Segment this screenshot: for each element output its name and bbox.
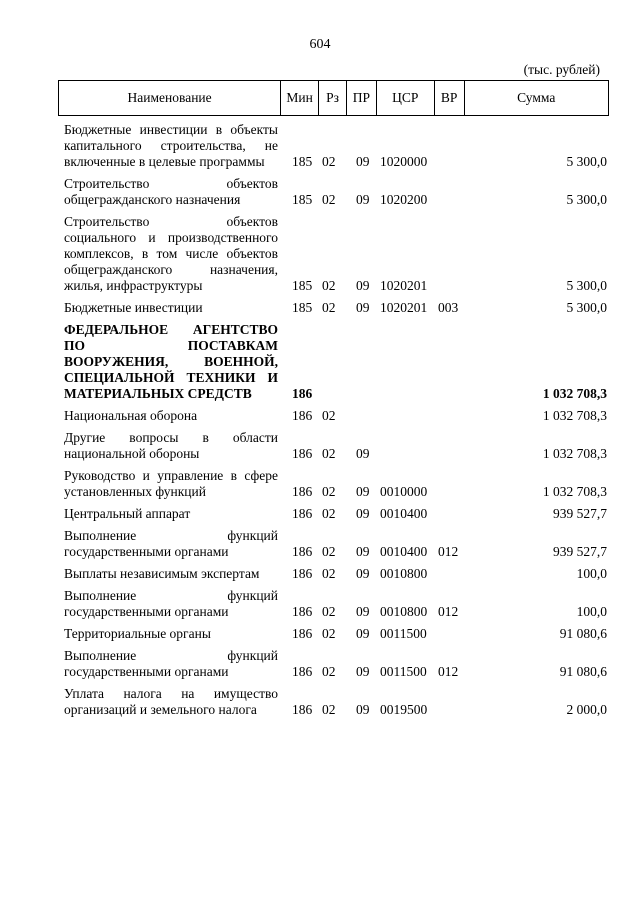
row-sum: 100,0 xyxy=(576,566,607,581)
row-pr: 09 xyxy=(356,604,370,619)
row-pr: 09 xyxy=(356,566,370,581)
row-csr: 1020201 xyxy=(380,278,428,293)
table-row xyxy=(58,176,609,208)
row-sum: 91 080,6 xyxy=(559,626,607,641)
row-min: 186 xyxy=(292,386,313,401)
table-row xyxy=(58,528,609,560)
table-row xyxy=(58,626,609,642)
row-name: Строительство объектов общегражданского назначения xyxy=(64,176,278,207)
row-sum: 5 300,0 xyxy=(566,192,607,207)
row-csr: 1020000 xyxy=(380,154,428,169)
row-pr: 09 xyxy=(356,484,370,499)
row-rz: 02 xyxy=(322,604,336,619)
table-row xyxy=(58,468,609,500)
row-min: 186 xyxy=(292,506,313,521)
row-pr: 09 xyxy=(356,664,370,679)
row-csr: 0011500 xyxy=(380,626,427,641)
table-row xyxy=(58,648,609,680)
row-csr: 1020200 xyxy=(380,192,428,207)
row-name: Выполнение функций государственными органами xyxy=(64,528,278,559)
row-name: Бюджетные инвестиции xyxy=(64,300,203,315)
row-csr: 0010400 xyxy=(380,506,428,521)
row-min: 186 xyxy=(292,702,313,717)
header-name: Наименование xyxy=(127,90,212,105)
row-rz: 02 xyxy=(322,192,336,207)
row-pr: 09 xyxy=(356,506,370,521)
row-min: 185 xyxy=(292,154,313,169)
row-min: 185 xyxy=(292,300,313,315)
table-row xyxy=(58,566,609,582)
row-min: 186 xyxy=(292,446,313,461)
row-sum: 1 032 708,3 xyxy=(542,408,607,423)
row-min: 185 xyxy=(292,192,313,207)
row-csr: 0011500 xyxy=(380,664,427,679)
row-pr: 09 xyxy=(356,446,370,461)
page-number: 604 xyxy=(309,37,331,52)
header-csr: ЦСР xyxy=(376,81,434,115)
row-vr: 012 xyxy=(438,664,459,679)
row-sum: 5 300,0 xyxy=(566,278,607,293)
row-min: 186 xyxy=(292,604,313,619)
row-name: Уплата налога на имущество организаций и земельного налога xyxy=(64,686,278,717)
row-vr: 003 xyxy=(438,300,459,315)
row-sum: 1 032 708,3 xyxy=(542,386,607,401)
table-header xyxy=(58,80,609,116)
row-sum: 5 300,0 xyxy=(566,300,607,315)
row-pr: 09 xyxy=(356,702,370,717)
row-rz: 02 xyxy=(322,566,336,581)
row-csr: 0019500 xyxy=(380,702,428,717)
budget-table xyxy=(58,80,609,718)
row-rz: 02 xyxy=(322,408,336,423)
row-name: Бюджетные инвестиции в объекты капитального строительства, не включенные в целевые программы xyxy=(64,122,278,169)
row-name: Другие вопросы в области национальной обороны xyxy=(64,430,278,461)
row-pr: 09 xyxy=(356,278,370,293)
row-sum: 100,0 xyxy=(576,604,607,619)
row-rz: 02 xyxy=(322,484,336,499)
table-row xyxy=(58,322,609,402)
row-pr: 09 xyxy=(356,192,370,207)
row-name: Территориальные органы xyxy=(64,626,211,641)
table-body xyxy=(58,122,609,718)
table-row xyxy=(58,408,609,424)
table-row xyxy=(58,506,609,522)
row-sum: 91 080,6 xyxy=(559,664,607,679)
row-name: Выплаты независимым экспертам xyxy=(64,566,260,581)
row-pr: 09 xyxy=(356,300,370,315)
row-min: 186 xyxy=(292,566,313,581)
row-name: Национальная оборона xyxy=(64,408,198,423)
header-sum: Сумма xyxy=(464,81,608,115)
row-vr: 012 xyxy=(438,544,459,559)
row-pr: 09 xyxy=(356,626,370,641)
units-label: (тыс. рублей) xyxy=(523,62,600,77)
row-name: Руководство и управление в сфере установленных функций xyxy=(64,468,278,499)
table-row xyxy=(58,686,609,718)
row-pr: 09 xyxy=(356,544,370,559)
row-rz: 02 xyxy=(322,506,336,521)
row-name: Выполнение функций государственными органами xyxy=(64,648,278,679)
row-rz: 02 xyxy=(322,154,336,169)
row-rz: 02 xyxy=(322,446,336,461)
row-min: 186 xyxy=(292,408,313,423)
row-sum: 1 032 708,3 xyxy=(542,446,607,461)
row-sum: 5 300,0 xyxy=(566,154,607,169)
row-rz: 02 xyxy=(322,278,336,293)
header-rz: Рз xyxy=(318,81,346,115)
row-csr: 0010800 xyxy=(380,604,428,619)
row-min: 186 xyxy=(292,626,313,641)
row-rz: 02 xyxy=(322,544,336,559)
row-name: Центральный аппарат xyxy=(64,506,191,521)
row-csr: 0010800 xyxy=(380,566,428,581)
row-rz: 02 xyxy=(322,664,336,679)
row-csr: 0010000 xyxy=(380,484,428,499)
table-row xyxy=(58,122,609,170)
row-min: 186 xyxy=(292,664,313,679)
table-row xyxy=(58,214,609,294)
row-name: Строительство объектов социального и производственного комплексов, в том числе объектов общегражданского назначения, жилья, инфраструктуры xyxy=(64,214,278,293)
header-vr: ВР xyxy=(434,81,464,115)
table-row xyxy=(58,300,609,316)
row-rz: 02 xyxy=(322,300,336,315)
row-sum: 2 000,0 xyxy=(566,702,607,717)
table-row xyxy=(58,588,609,620)
table-row xyxy=(58,430,609,462)
row-name: Выполнение функций государственными органами xyxy=(64,588,278,619)
row-min: 186 xyxy=(292,484,313,499)
header-pr: ПР xyxy=(346,81,376,115)
row-csr: 0010400 xyxy=(380,544,428,559)
row-csr: 1020201 xyxy=(380,300,428,315)
row-min: 185 xyxy=(292,278,313,293)
row-rz: 02 xyxy=(322,626,336,641)
row-name: ФЕДЕРАЛЬНОЕ АГЕНТСТВО ПО ПОСТАВКАМ ВООРУЖЕНИЯ, ВОЕННОЙ, СПЕЦИАЛЬНОЙ ТЕХНИКИ И МАТЕРИАЛЬНЫХ СРЕДСТВ xyxy=(64,322,278,401)
row-sum: 1 032 708,3 xyxy=(542,484,607,499)
row-rz: 02 xyxy=(322,702,336,717)
row-vr: 012 xyxy=(438,604,459,619)
header-min: Мин xyxy=(280,81,318,115)
row-sum: 939 527,7 xyxy=(553,506,607,521)
row-pr: 09 xyxy=(356,154,370,169)
row-min: 186 xyxy=(292,544,313,559)
row-sum: 939 527,7 xyxy=(553,544,607,559)
